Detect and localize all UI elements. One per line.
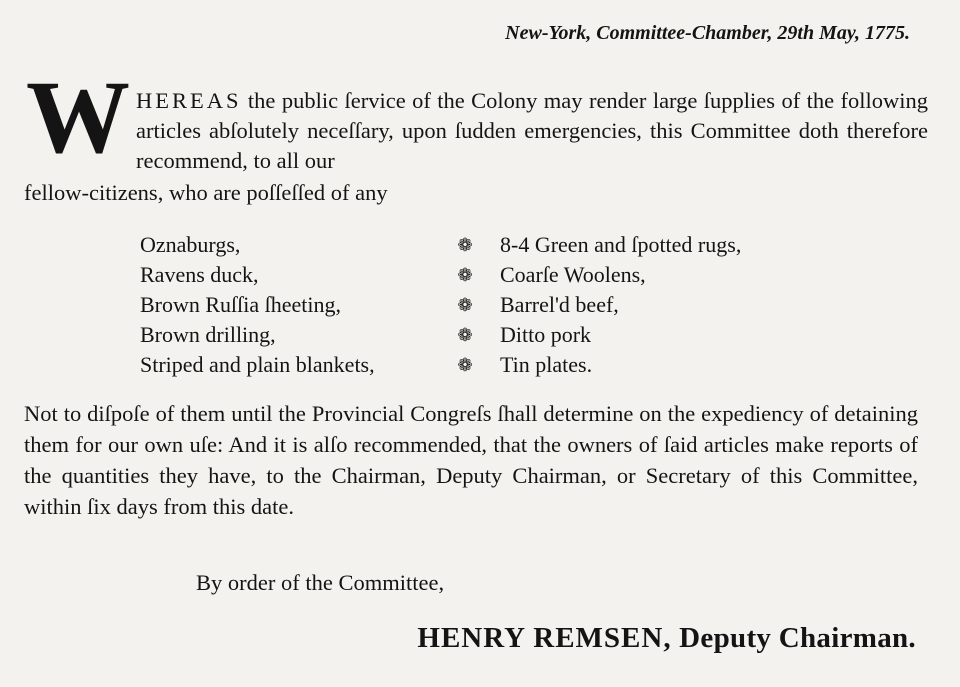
opening-continuation: fellow-citizens, who are poſſeſſed of any xyxy=(24,180,388,205)
ornament-column xyxy=(454,230,476,380)
ornament-icon: ❁ xyxy=(457,295,473,315)
article-item: Tin plates. xyxy=(500,352,593,377)
ornament-icon: ❁ xyxy=(457,235,473,255)
article-item: Ditto pork xyxy=(500,322,592,347)
signatory-title: Deputy Chairman. xyxy=(679,622,916,654)
signatory-name: HENRY REMSEN, xyxy=(417,622,672,654)
article-item: Oznaburgs, xyxy=(140,232,241,257)
article-item: 8-4 Green and ſpotted rugs, xyxy=(500,232,742,257)
article-item: Coarſe Woolens, xyxy=(500,262,646,287)
article-item: Ravens duck, xyxy=(140,262,259,287)
ornament-icon: ❁ xyxy=(457,355,473,375)
article-item: Barrel'd beef, xyxy=(500,292,619,317)
articles-list-right xyxy=(500,230,741,380)
signature-line xyxy=(417,622,916,655)
opening-text: the public ſervice of the Colony may render large ſupplies of the following articles abſolutely neceſſary, upon ſudden emergencies, this Committee doth therefore recommend, to all our xyxy=(136,88,928,173)
opening-small-caps: HEREAS xyxy=(136,88,242,113)
recommendation-paragraph: Not to diſpoſe of them until the Provincial Congreſs ſhall determine on the expediency of detaining them for our own uſe: And it is alſo recommended, that the owners of ſaid articles make reports of the quantities they have, to the Chairman, Deputy Chairman, or Secretary of this Committee, within ſix days from this date. xyxy=(24,401,918,519)
ornament-icon: ❁ xyxy=(457,265,473,285)
ornament-icon: ❁ xyxy=(457,325,473,345)
article-item: Brown Ruſſia ſheeting, xyxy=(140,292,342,317)
drop-capital: W xyxy=(26,60,130,175)
article-item: Brown drilling, xyxy=(140,322,276,347)
opening-paragraph xyxy=(136,86,928,176)
articles-list-left xyxy=(140,230,375,380)
dateline: New-York, Committee-Chamber, 29th May, 1775. xyxy=(505,22,910,44)
article-item: Striped and plain blankets, xyxy=(140,352,375,377)
by-order-line: By order of the Committee, xyxy=(196,570,445,595)
